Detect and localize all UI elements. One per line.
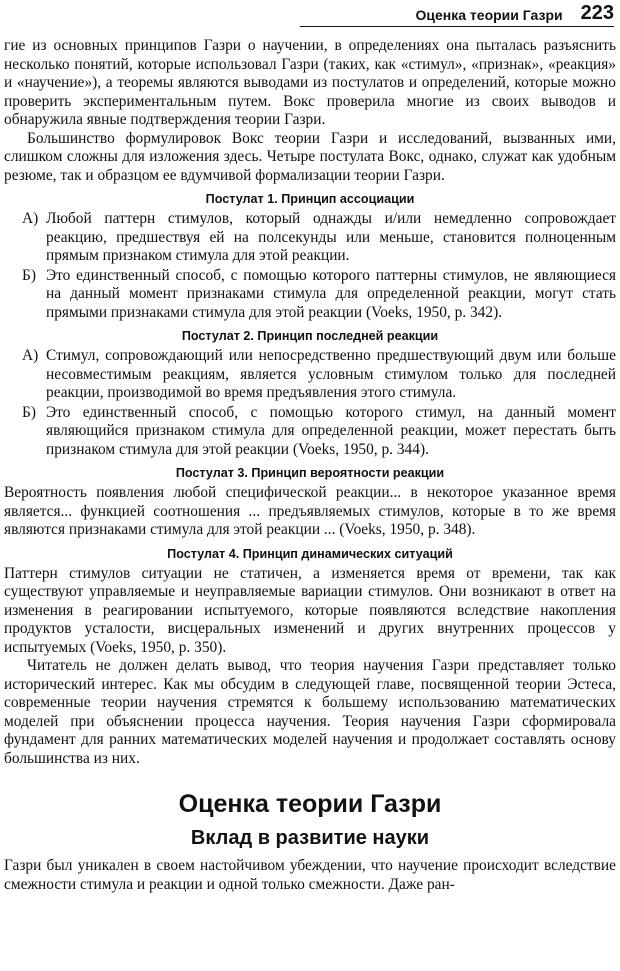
closing-paragraph: Читатель не должен делать вывод, что теория научения Газри представляет только исторический интерес. Как мы обсудим в следующей главе, посвященной теории Эстеса, современные теории научения стремятся к большему использованию математических моделей при объяснении процесса научения. Теория научения Газри сформировала фундамент для ранних математических моделей научения и продолжает составлять основу большинства из них.: [4, 657, 616, 767]
item-label: Б): [22, 266, 36, 284]
postulate-1-title: Постулат 1. Принцип ассоциации: [205, 192, 415, 206]
running-header: [300, 0, 614, 27]
intro-paragraph-2: Большинство формулировок Вокс теории Газри и исследований, вызванных ими, слишком сложны для изложения здесь. Четыре постулата Вокс, однако, служат как удобным резюме, так и образцом ее вдумчивой формализации теории Газри.: [4, 129, 616, 184]
postulate-4-title: Постулат 4. Принцип динамических ситуаций: [167, 546, 453, 561]
postulate-2-item-b: [22, 404, 616, 460]
subsection-heading: Вклад в развитие науки: [190, 827, 430, 849]
page-body: [4, 37, 616, 894]
item-label: А): [22, 210, 39, 227]
item-text: Стимул, сопровождающий или непосредственно предшествующий двум или больше несовместимым реакциям, является условным стимулом только для последней реакции, производимой во время предъявления этого стимула.: [46, 347, 616, 401]
postulate-2-title: Постулат 2. Принцип последней реакции: [181, 329, 439, 343]
postulate-3-text: Вероятность появления любой специфической реакции... в некоторое указанное время является... функцией соотношения ... предъявляемых стимулов, которые в то же время являются признаками стимула для этой реакции ... (Voeks, 1950, p. 348).: [4, 484, 616, 538]
item-text: Это единственный способ, с помощью которого паттерны стимулов, не являющиеся на данный момент признаками стимула для определенной реакции, могут стать прямыми признаками стимула для этой реакции (Voeks, 1950, p. 342).: [46, 266, 616, 321]
item-label: А): [22, 347, 39, 364]
item-text: Любой паттерн стимулов, который однажды и/или немедленно сопровождает реакцию, предшествуя ей на полсекунды или меньше, становится полноценным прямым признаком стимула для этой реакции.: [46, 210, 616, 264]
postulate-1-item-a: [22, 210, 616, 266]
postulate-3-title: Постулат 3. Принцип вероятности реакции: [175, 466, 445, 480]
section-heading: Оценка теории Газри: [178, 790, 442, 818]
intro-paragraph: гие из основных принципов Газри о научении, в определениях она пыталась разъяснить несколько понятий, которые использовал Газри (таких, как «стимул», «признак», «реакция» и «научение»), а теоремы являются выводами из постулатов и определений, которые можно проверить экспериментальным путем. Вокс проверила многие из своих выводов и обнаружила явные подтверждения теории Газри.: [4, 37, 616, 128]
item-text: Это единственный способ, с помощью которого стимул, на данный момент являющийся признаком стимула для определенной реакции, может перестать быть признаком стимула для этой реакции (Voeks, 1950, p. 344).: [46, 403, 616, 458]
postulate-4-text: Паттерн стимулов ситуации не статичен, а изменяется время от времени, так как существуют управляемые и неуправляемые вариации стимулов. Они возникают в ответ на изменения в реагировании испытуемого, которые появляются вследствие накопления продуктов усталости, висцеральных изменений и других внутренних процессов у испытуемых (Voeks, 1950, p. 350).: [4, 564, 616, 656]
postulate-1-item-b: [22, 267, 616, 323]
final-paragraph: Газри был уникален в своем настойчивом убеждении, что научение происходит вследствие смежности стимула и реакции и одной только смежности. Даже ран-: [4, 857, 616, 893]
item-label: Б): [22, 403, 36, 421]
running-title: Оценка теории Газри: [415, 7, 563, 23]
page-number: 223: [580, 2, 614, 24]
postulate-2-item-a: [22, 347, 616, 403]
